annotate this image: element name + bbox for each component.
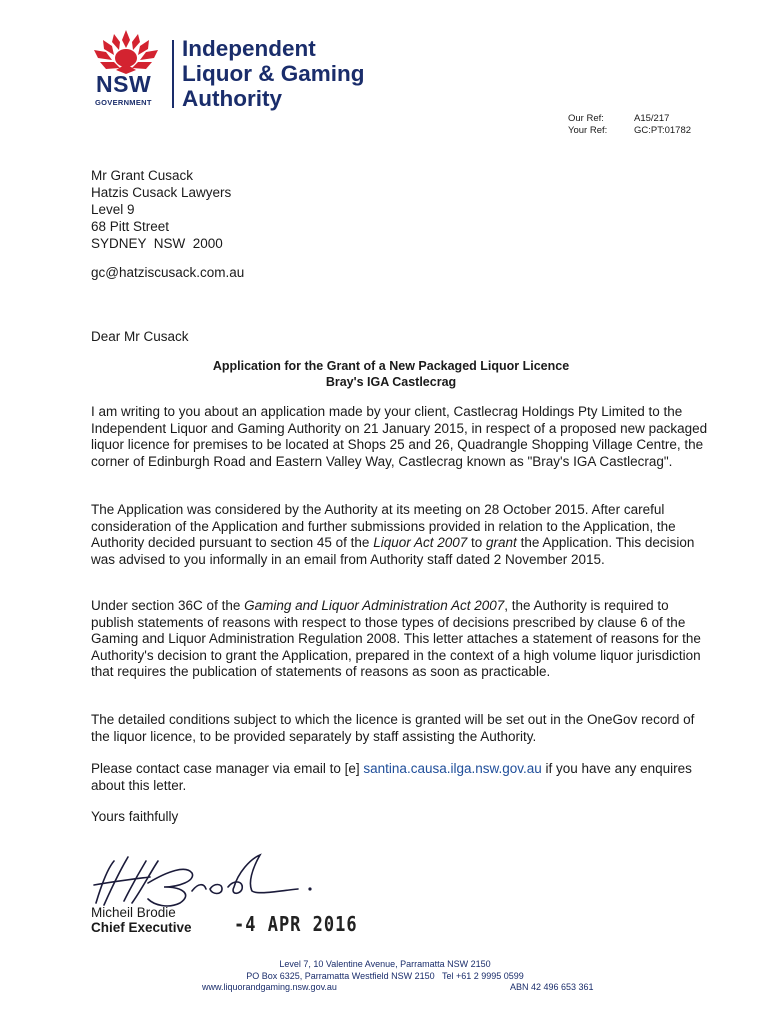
our-ref-value: A15/217 <box>634 113 670 124</box>
p2-text-a: The Application was considered by the Authority at its meeting on 28 October 2015. After careful consideration of the Application and further submissions provided in relation to the Application, the Authority decided pursuant to section 45 of the <box>91 502 676 551</box>
closing: Yours faithfully <box>91 809 179 824</box>
paragraph-2 <box>91 502 708 568</box>
paragraph-3 <box>91 598 708 681</box>
letter-footer <box>150 959 620 994</box>
subject-line2: Bray's IGA Castlecrag <box>325 375 457 389</box>
recipient-email: gc@hatziscusack.com.au <box>91 265 245 280</box>
paragraph-4: The detailed conditions subject to which the licence is granted will be set out in the OneGov record of the liquor licence, to be provided separately by staff assisting the Authority. <box>91 712 695 744</box>
your-ref-label: Your Ref: <box>568 125 608 136</box>
p2-text-b: to <box>467 535 487 551</box>
p2-liquor-act: Liquor Act 2007 <box>373 535 468 551</box>
footer-address: Level 7, 10 Valentine Avenue, Parramatta NSW 2150 <box>279 959 491 969</box>
recipient-address <box>91 167 231 252</box>
letter-subject <box>91 358 691 390</box>
recipient-name: Mr Grant Cusack <box>91 168 194 183</box>
your-ref-value: GC:PT:01782 <box>634 125 692 136</box>
p5-text-a: Please contact case manager via email to [e] <box>91 761 364 776</box>
footer-row <box>150 982 620 994</box>
authority-name-line1: Independent <box>182 36 316 61</box>
our-ref <box>568 113 691 125</box>
nsw-wordmark: NSW <box>96 71 152 97</box>
signatory-name: Micheil Brodie <box>91 905 176 920</box>
footer-website-link[interactable]: www.liquorandgaming.nsw.gov.au <box>202 982 337 992</box>
logo-divider <box>172 40 174 108</box>
waratah-icon <box>90 28 162 76</box>
p2-grant: grant <box>486 535 517 551</box>
your-ref <box>568 125 691 137</box>
recipient-firm: Hatzis Cusack Lawyers <box>91 185 232 200</box>
reference-block <box>568 113 691 137</box>
recipient-city: SYDNEY NSW 2000 <box>91 236 223 251</box>
paragraph-5 <box>91 761 708 794</box>
signatory-title: Chief Executive <box>91 920 192 935</box>
our-ref-label: Our Ref: <box>568 113 604 124</box>
salutation: Dear Mr Cusack <box>91 329 189 344</box>
p5-text-b: if you have any enquires about this letter. <box>91 761 692 793</box>
authority-name <box>182 36 365 111</box>
p2-text-c: the Application. This decision was advised to you informally in an email from Authority staff dated 2 November 2015. <box>91 535 695 567</box>
recipient-level: Level 9 <box>91 202 135 217</box>
p3-act: Gaming and Liquor Administration Act 2007 <box>244 598 505 613</box>
subject-line1: Application for the Grant of a New Packaged Liquor Licence <box>212 359 570 373</box>
recipient-street: 68 Pitt Street <box>91 219 170 234</box>
authority-name-line2: Liquor & Gaming <box>182 61 365 86</box>
case-manager-email-link[interactable]: santina.causa.ilga.nsw.gov.au <box>363 761 542 776</box>
paragraph-1: I am writing to you about an application made by your client, Castlecrag Holdings Pty Limited to the Independent Liquor and Gaming Authority on 21 January 2015, in respect of a proposed new packaged liquor licence for premises to be located at Shops 25 and 26, Quadrangle Shopping Village Centre, the corner of Edinburgh Road and Eastern Valley Way, Castlecrag known as "Bray's IGA Castlecrag". <box>91 404 708 469</box>
footer-abn: ABN 42 496 653 361 <box>510 982 594 992</box>
authority-name-line3: Authority <box>182 86 282 111</box>
p3-text-a: Under section 36C of the <box>91 598 245 613</box>
footer-po-box: PO Box 6325, Parramatta Westfield NSW 2150 Tel +61 2 9995 0599 <box>246 970 524 981</box>
date-stamp: -4 APR 2016 <box>234 913 358 937</box>
government-label: GOVERNMENT <box>95 98 152 107</box>
letterhead-logo <box>90 28 395 113</box>
p3-text-b: , the Authority is required to publish statements of reasons with respect to those types of decisions prescribed by clause 6 of the Gaming and Liquor Administration Regulation 2008. This letter attaches a statement of reasons for the Authority's decision to grant the Application, prepared in the context of a high volume liquor jurisdiction that requires the publication of statements of reasons as soon as practicable. <box>91 598 701 680</box>
